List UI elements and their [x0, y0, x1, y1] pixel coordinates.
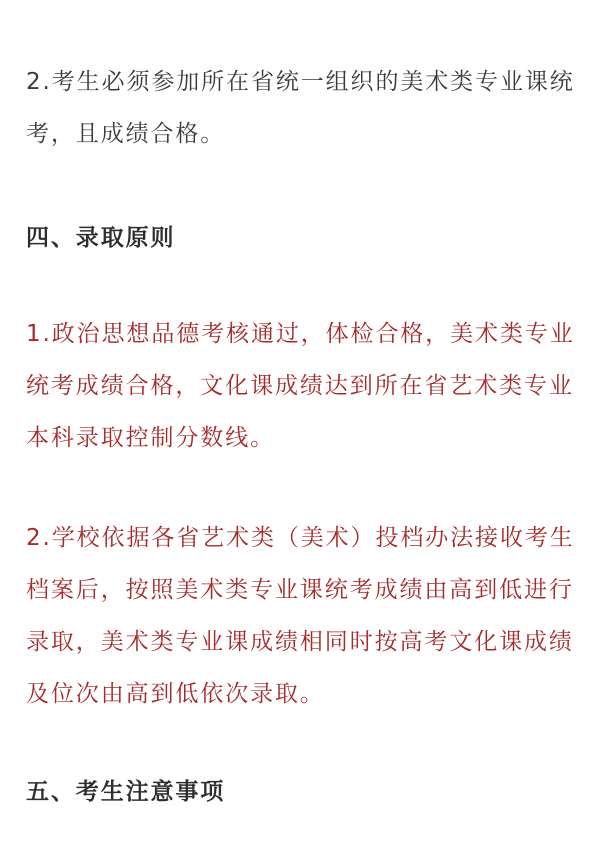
- admission-rule-paragraph-2: 2.学校依据各省艺术类（美术）投档办法接收考生档案后，按照美术类专业课统考成绩由高到低进行录取，美术类专业课成绩相同时按高考文化课成绩及位次由高到低依次录取。: [26, 525, 575, 707]
- requirement-paragraph-2: 2.考生必须参加所在省统一组织的美术类专业课统考，且成绩合格。: [26, 69, 575, 147]
- section-heading-candidate-notes: 五、考生注意事项: [26, 779, 226, 805]
- section-heading-admission-principles: 四、录取原则: [26, 225, 176, 251]
- admission-rule-paragraph-1: 1.政治思想品德考核通过，体检合格，美术类专业统考成绩合格，文化课成绩达到所在省艺术类专业本科录取控制分数线。: [26, 321, 575, 451]
